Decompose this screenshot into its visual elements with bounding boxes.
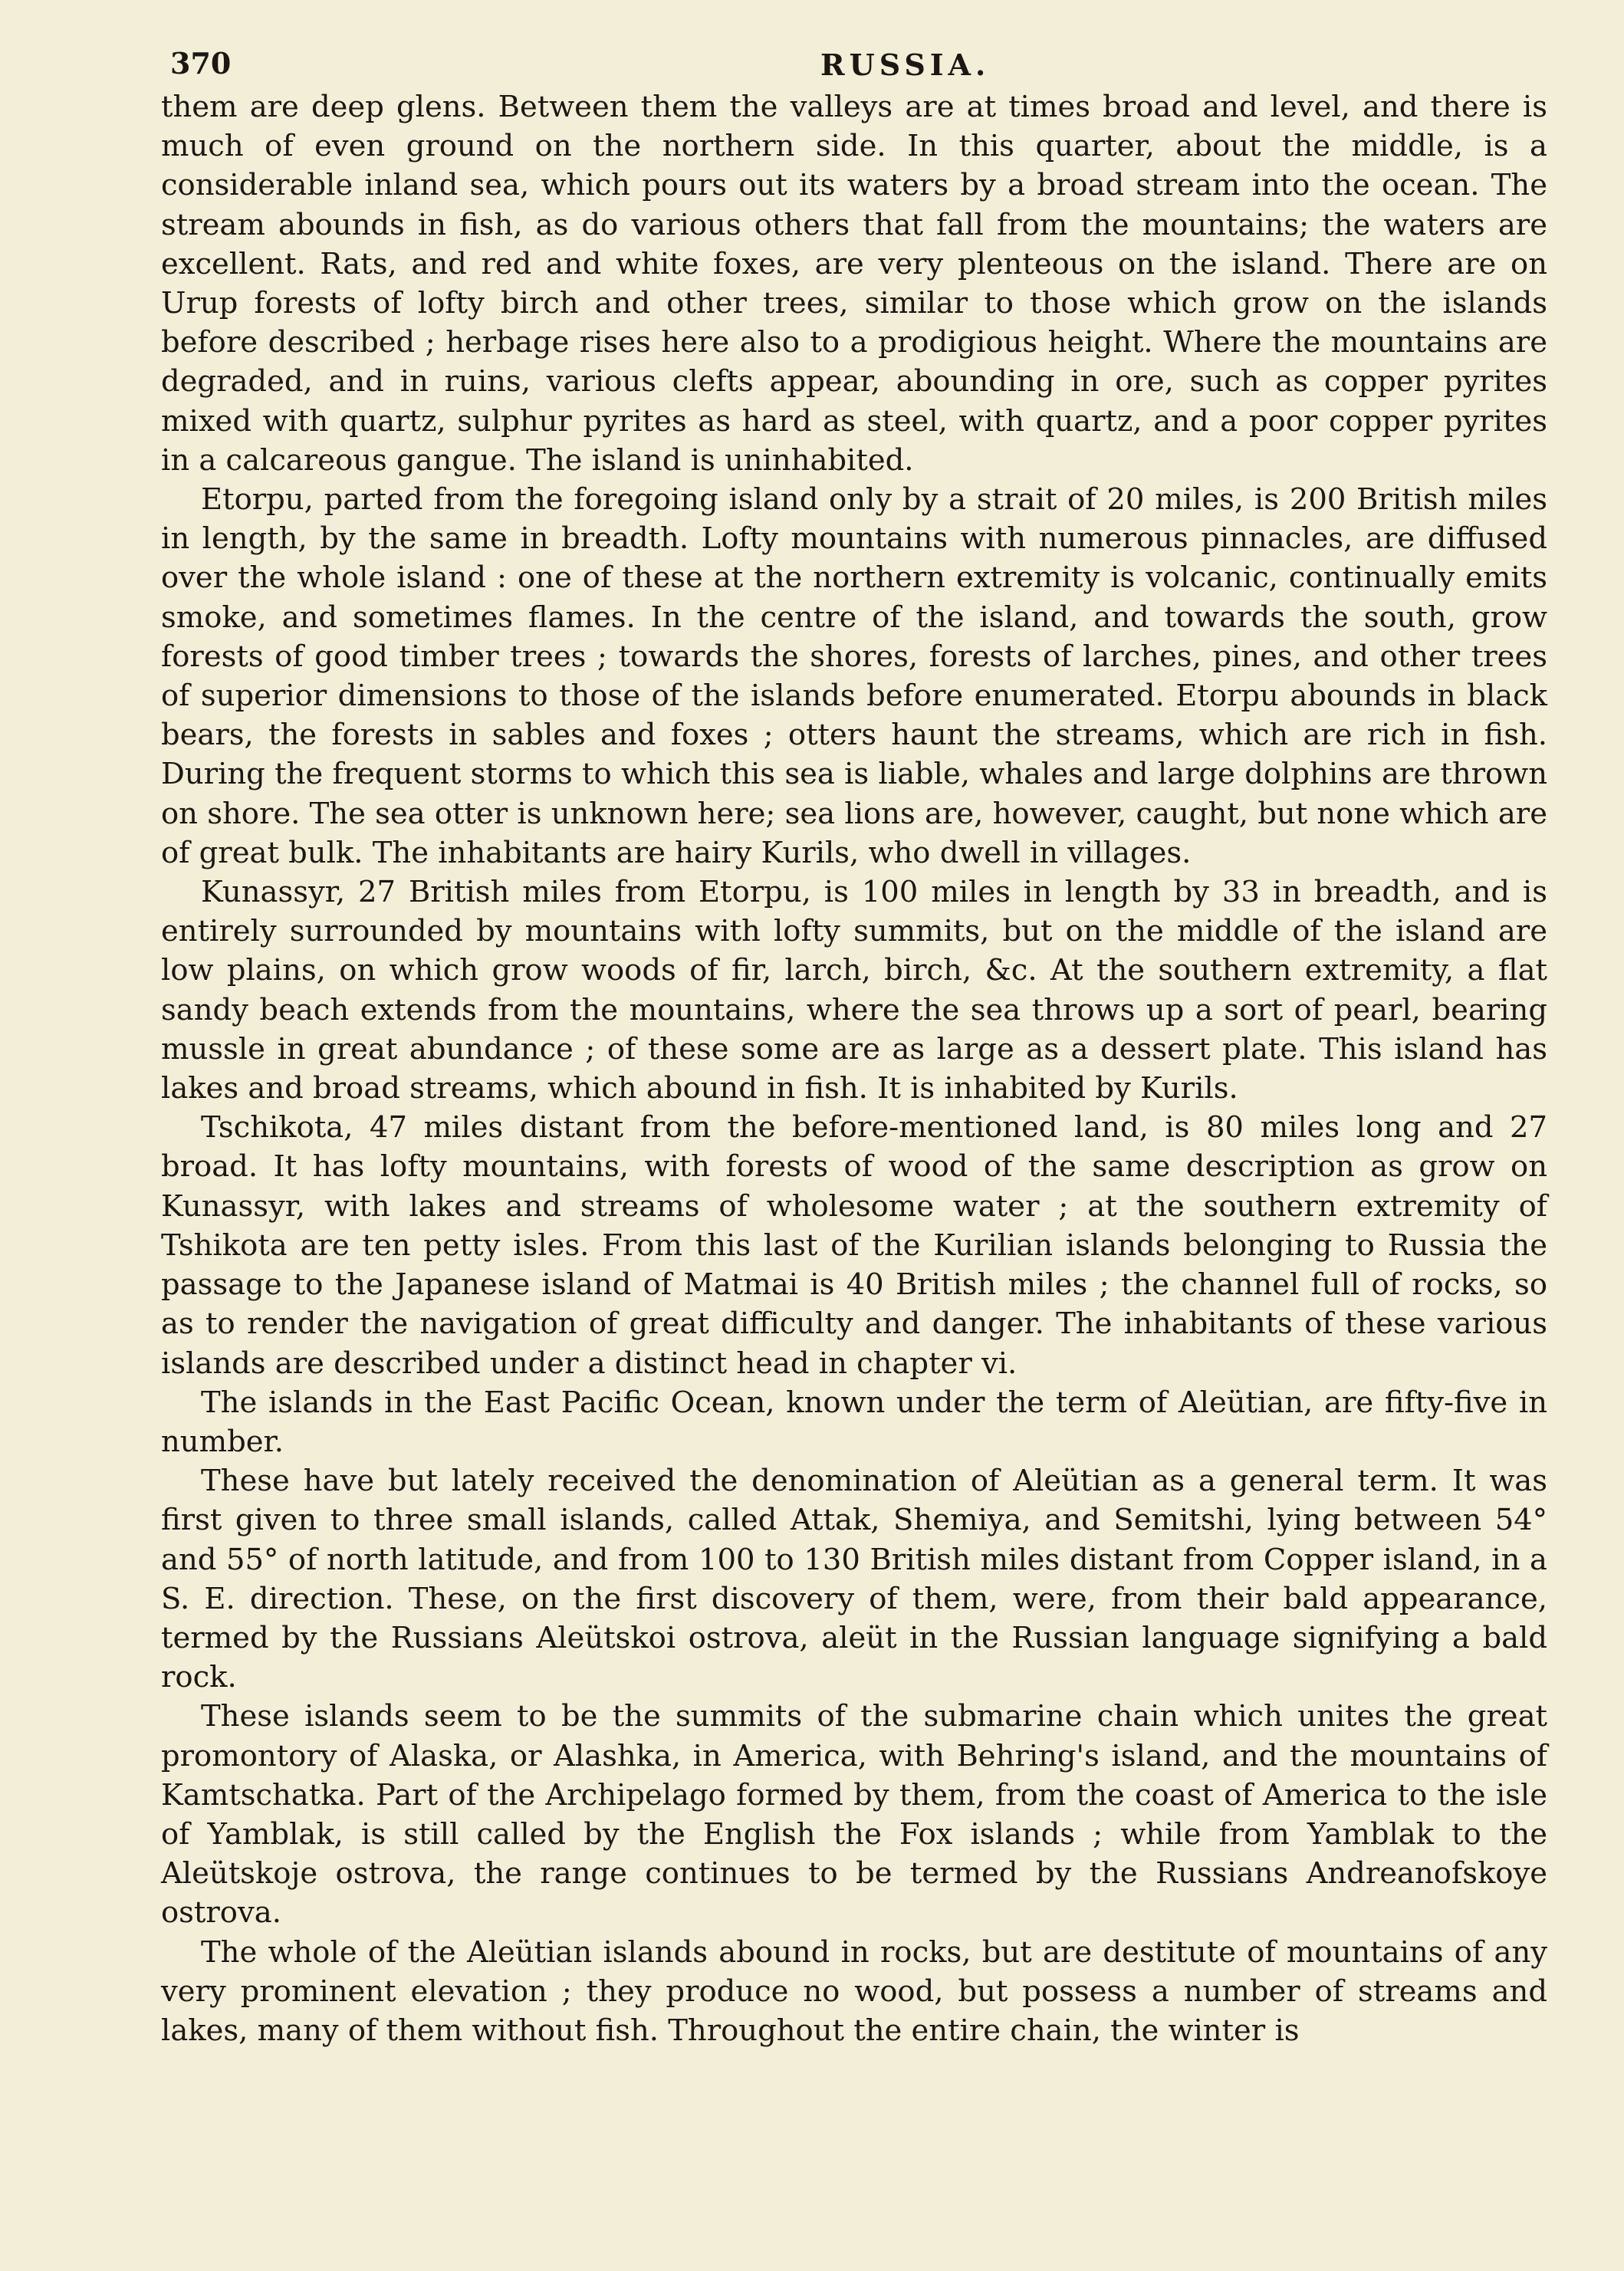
paragraph-rocks: The whole of the Aleütian islands abound in rocks, but are destitute of mountains of any very prominent elevation ; they produce no wood, but possess a number of streams and lakes, many of them without fish. Throughout the entire chain, the winter is — [161, 1934, 1547, 2048]
paragraph-urup-continued: them are deep glens. Between them the valleys are at times broad and level, and there is much of even ground on the northern side. In this quarter, about the middle, is a considerable inland sea, which pours out its waters by a broad stream into the ocean. The stream abounds in fish, as do various others that fall from the mountains; the waters are excellent. Rats, and red and white foxes, are very plenteous on the island. There are on Urup forests of lofty birch and other trees, similar to those which grow on the islands before described ; herbage rises here also to a prodigious height. Where the mountains are degraded, and in ruins, various clefts appear, abounding in ore, such as copper pyrites mixed with quartz, sulphur pyrites as hard as steel, with quartz, and a poor copper pyrites in a calcareous gangue. The island is uninhabited. — [161, 90, 1547, 478]
page-number: 370 — [170, 46, 232, 81]
running-title: RUSSIA. — [820, 48, 991, 82]
paragraph-aleutian-intro: The islands in the East Pacific Ocean, known under the term of Aleütian, are fifty-five in number. — [161, 1385, 1547, 1459]
paragraph-etorpu: Etorpu, parted from the foregoing island only by a strait of 20 miles, is 200 British miles in length, by the same in breadth. Lofty mountains with numerous pinnacles, are diffused over the whole island : one of these at the northern extremity is volcanic, continually emits smoke, and sometimes flames. In the centre of the island, and towards the south, grow forests of good timber trees ; towards the shores, forests of larches, pines, and other trees of superior dimensions to those of the islands before enumerated. Etorpu abounds in black bears, the forests in sables and foxes ; otters haunt the streams, which are rich in fish. During the frequent storms to which this sea is liable, whales and large dolphins are thrown on shore. The sea otter is unknown here; sea lions are, however, caught, but none which are of great bulk. The inhabitants are hairy Kurils, who dwell in villages. — [161, 482, 1547, 870]
paragraph-submarine-chain: These islands seem to be the summits of the submarine chain which unites the great promontory of Alaska, or Alashka, in America, with Behring's island, and the mountains of Kamtschatka. Part of the Archipelago formed by them, from the coast of America to the isle of Yamblak, is still called by the English the Fox islands ; while from Yamblak to the Aleütskoje ostrova, the range continues to be termed by the Russians Andreanofskoye ostrova. — [161, 1699, 1547, 1931]
page-header — [161, 46, 1547, 87]
body-text — [161, 87, 1547, 2050]
paragraph-kunassyr: Kunassyr, 27 British miles from Etorpu, is 100 miles in length by 33 in breadth, and is entirely surrounded by mountains with lofty summits, but on the middle of the island are low plains, on which grow woods of fir, larch, birch, &c. At the southern extremity, a flat sandy beach extends from the mountains, where the sea throws up a sort of pearl, bearing mussle in great abundance ; of these some are as large as a dessert plate. This island has lakes and broad streams, which abound in fish. It is inhabited by Kurils. — [161, 875, 1547, 1106]
paragraph-tschikota: Tschikota, 47 miles distant from the before-mentioned land, is 80 miles long and 27 broad. It has lofty mountains, with forests of wood of the same description as grow on Kunassyr, with lakes and streams of wholesome water ; at the southern extremity of Tshikota are ten petty isles. From this last of the Kurilian islands belonging to Russia the passage to the Japanese island of Matmai is 40 British miles ; the channel full of rocks, so as to render the navigation of great difficulty and danger. The inhabitants of these various islands are described under a distinct head in chapter vi. — [161, 1110, 1547, 1381]
paragraph-aleutian-name: These have but lately received the denomination of Aleütian as a general term. It was first given to three small islands, called Attak, Shemiya, and Semitshi, lying between 54° and 55° of north latitude, and from 100 to 130 British miles distant from Copper island, in a S. E. direction. These, on the first discovery of them, were, from their bald appearance, termed by the Russians Aleütskoi ostrova, aleüt in the Russian language signifying a bald rock. — [161, 1464, 1547, 1695]
